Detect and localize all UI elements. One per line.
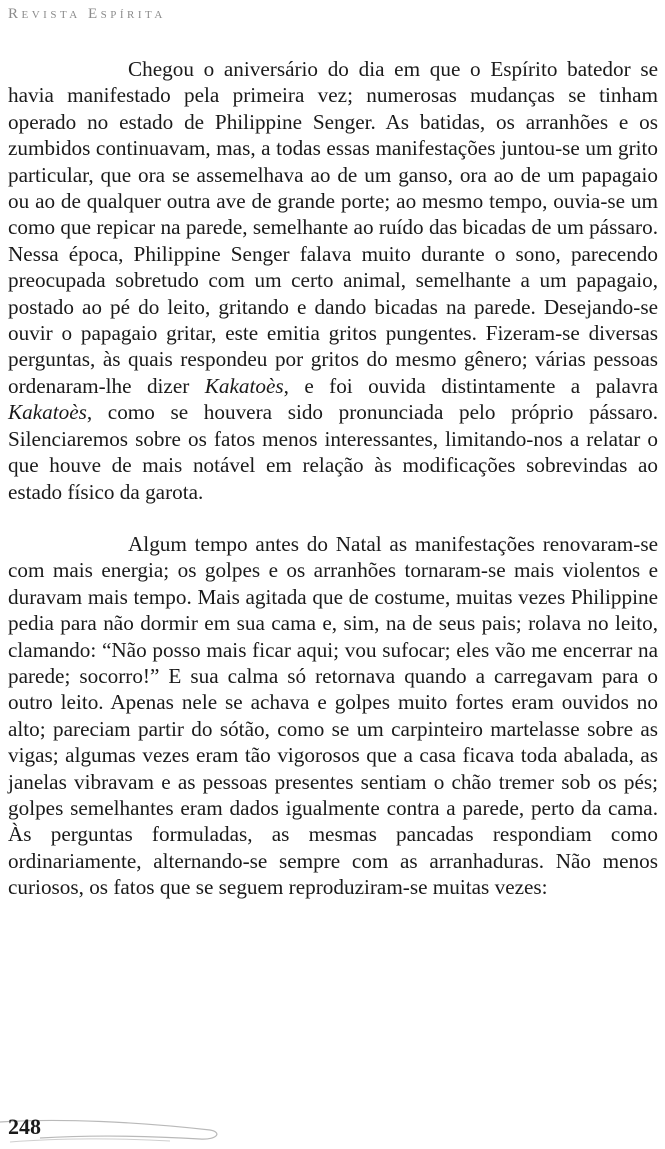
paragraph <box>8 531 658 901</box>
text-run: , e foi ouvida distintamente a palavra <box>283 373 658 398</box>
paragraph <box>8 56 658 505</box>
italic-term: Kakatoès <box>204 373 284 398</box>
text-run: Algum tempo antes do Natal as manifestações renovaram-se com mais energia; os golpes e os arranhões tornaram-se mais violentos e duravam mais tempo. Mais agitada que de costume, muitas vezes Philippine pedia para não dormir em sua cama e, sim, na de seus pais; rolava no leito, clamando: “Não posso mais ficar aqui; vou sufocar; eles vão me encerrar na parede; socorro!” E sua calma só retornava quando a carregavam para o outro leito. Apenas nele se achava e golpes muito fortes eram ouvidos no alto; pareciam partir do sótão, como se um carpinteiro martelasse sobre as vigas; algumas vezes eram tão vigorosos que a casa ficava toda abalada, as janelas vibravam e as pessoas presentes sentiam o chão tremer sob os pés; golpes semelhantes eram dados igualmente contra a parede, perto da cama. Às perguntas formuladas, as mesmas pancadas respondiam como ordinariamente, alternando-se sempre com as arranhaduras. Não menos curiosos, os fatos que se seguem reproduziram-se muitas vezes: <box>8 531 658 900</box>
body-text <box>8 56 658 901</box>
running-title: Revista Espírita <box>8 6 166 22</box>
page-number: 248 <box>8 1114 41 1139</box>
text-run: Chegou o aniversário do dia em que o Espírito batedor se havia manifestado pela primeira vez; numerosas mudanças se tinham operado no estado de Philippine Senger. As batidas, os arranhões e os zumbidos continuavam, mas, a todas essas manifestações juntou-se um grito particular, que ora se assemelhava ao de um ganso, ora ao de um papagaio ou ao de qualquer outra ave de grande porte; ao mesmo tempo, ouvia-se um como que repicar na parede, semelhante ao ruído das bicadas de um pássaro. Nessa época, Philippine Senger falava muito durante o sono, parecendo preocupada sobretudo com um certo animal, semelhante a um papagaio, postado ao pé do leito, gritando e dando bicadas na parede. Desejando-se ouvir o papagaio gritar, este emitia gritos pungentes. Fizeram-se diversas perguntas, às quais respondeu por gritos do mesmo gênero; várias pessoas ordenaram-lhe dizer <box>8 57 658 398</box>
italic-term: Kakatoès <box>8 400 87 425</box>
text-run: , como se houvera sido pronunciada pelo próprio pássaro. Silenciaremos sobre os fatos menos interessantes, limitando-nos a relatar o que houve de mais notável em relação às modificações sobrevindas ao estado físico da garota. <box>8 400 658 504</box>
